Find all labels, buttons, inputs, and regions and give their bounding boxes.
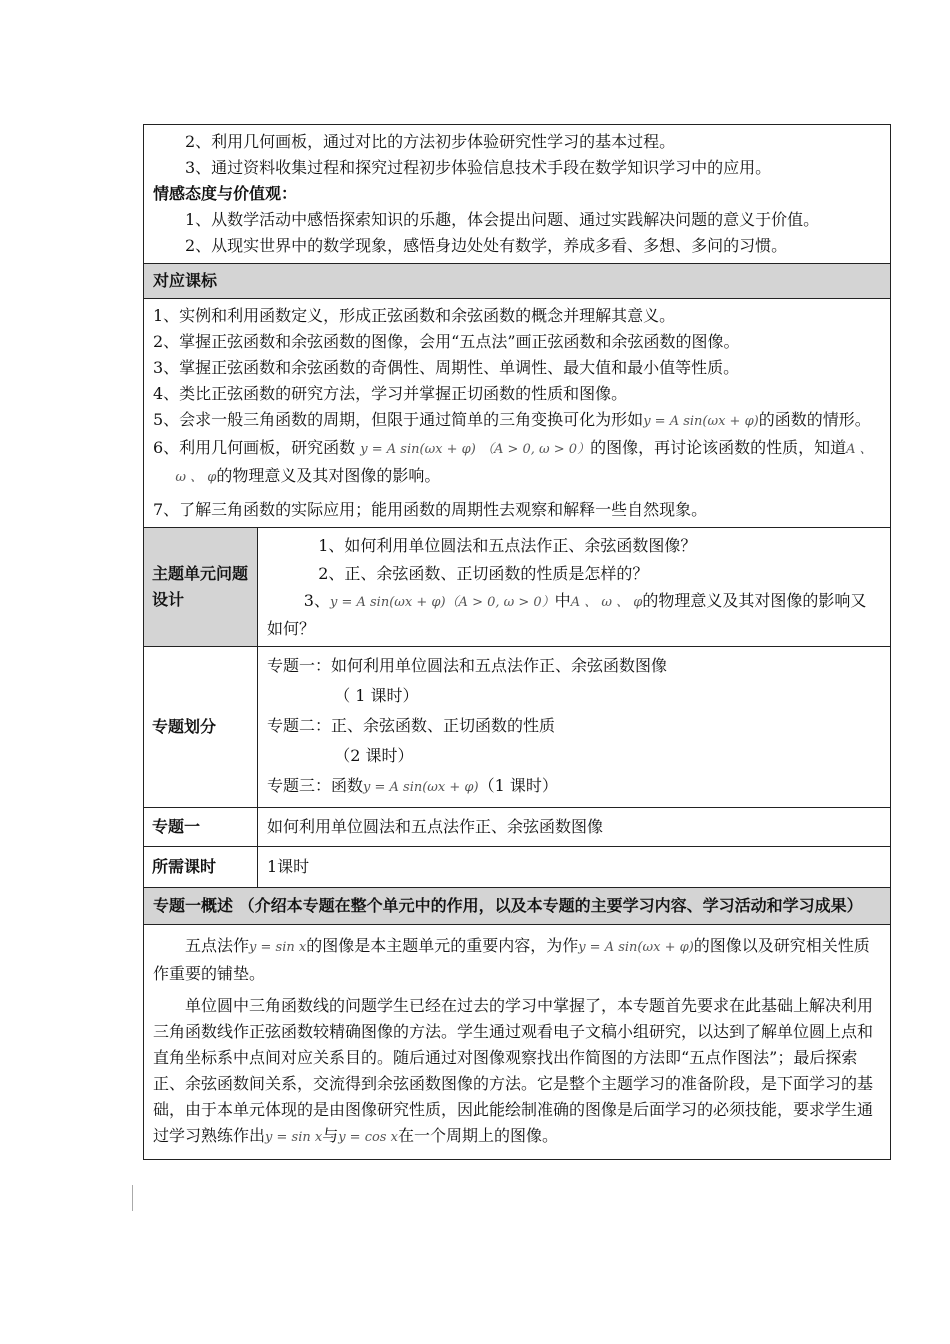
topic-one-row [144,808,890,847]
margin-mark [132,1185,133,1211]
text: 5、会求一般三角函数的周期，但限于通过简单的三角变换可化为形如 [153,410,644,429]
standard-item: 4、类比正弦函数的研究方法，学习并掌握正切函数的性质和图像。 [153,384,628,403]
formula: y = A sin(ωx + φ) [578,940,694,955]
formula: y = sin x [249,940,307,955]
topics-label: 专题划分 [144,647,258,807]
unit-questions-row [144,528,890,647]
hours-row [144,847,890,888]
text: 的物理意义及其对图像的影响又如何？ [267,591,867,638]
formula-vars: A 、 ω 、 φ [175,442,873,485]
objective-line: 2、从现实世界中的数学现象，感悟身边处处有数学，养成多看、多想、多问的习惯。 [185,236,788,255]
overview-paragraph [153,993,881,1151]
topic-hours: （1 课时） [478,776,558,795]
question-item: 2、正、余弦函数、正切函数的性质是怎样的？ [318,564,649,583]
formula: y = A sin(ωx + φ) [360,442,476,457]
formula: y = A sin(ωx + φ) [643,414,759,429]
text: 的图像是本主题单元的重要内容，为作 [306,936,579,955]
formula-condition: （A > 0, ω > 0） [445,595,555,610]
overview-body [144,925,890,1159]
text: 五点法作 [185,936,250,955]
text: 在一个周期上的图像。 [397,1126,558,1145]
standard-item [153,407,881,435]
overview-paragraph [153,933,881,987]
formula: y = A sin(ωx + φ) [363,780,479,795]
objective-line: 1、从数学活动中感悟探索知识的乐趣，体会提出问题、通过实践解决问题的意义于价值。 [185,210,820,229]
topic-item [267,771,881,803]
formula-vars: A 、 ω 、 φ [570,595,643,610]
topic-item: 专题二：正、余弦函数、正切函数的性质 [267,716,556,735]
topics-row [144,647,890,808]
text: 的图像以及研究相关性质作重要的铺垫。 [153,936,870,983]
standard-item [153,435,881,491]
text: 6、利用几何画板，研究函数 [153,438,356,457]
text: 的图像，再讨论该函数的性质，知道 [590,438,847,457]
text: 的函数的情形。 [758,410,871,429]
formula-condition: （A > 0, ω > 0） [480,442,591,457]
topic-hours: （ 1 课时） [334,686,419,705]
unit-questions-label: 主题单元问题设计 [144,528,258,646]
standards-header: 对应课标 [144,264,890,299]
document-table [143,124,891,1160]
standard-item: 7、了解三角函数的实际应用；能用函数的周期性去观察和解释一些自然现象。 [153,500,708,519]
text: 中 [554,591,571,610]
topic-one-label: 专题一 [144,808,258,846]
overview-header [144,888,890,925]
hours-value: 1课时 [267,857,310,876]
overview-desc: （介绍本专题在整个单元中的作用，以及本专题的主要学习内容、学习活动和学习成果） [238,896,863,915]
standard-item: 3、掌握正弦函数和余弦函数的奇偶性、周期性、单调性、最大值和最小值等性质。 [153,358,740,377]
hours-label: 所需课时 [144,847,258,887]
formula: y = sin x [265,1130,323,1145]
topic-one-value: 如何利用单位圆法和五点法作正、余弦函数图像 [267,817,604,836]
text: 与 [322,1126,339,1145]
topic-item: 专题一：如何利用单位圆法和五点法作正、余弦函数图像 [267,656,668,675]
objective-line: 2、利用几何画板，通过对比的方法初步体验研究性学习的基本过程。 [185,132,676,151]
text: 3、 [303,591,330,610]
text: 的物理意义及其对图像的影响。 [216,466,441,485]
text: 单位圆中三角函数线的问题学生已经在过去的学习中掌握了，本专题首先要求在此基础上解决利用三角函数线作正弦函数较精确图像的方法。学生通过观看电子文稿小组研究，以达到了解单位圆上点和直角坐标系中点间对应关系目的。随后通过对图像观察找出作简图的方法即“五点作图法”；最后探索正、余弦函数间关系，交流得到余弦函数图像的方法。它是整个主题学习的准备阶段，是下面学习的基础，由于本单元体现的是由图像研究性质，因此能绘制准确的图像是后面学习的必须技能，要求学生通过学习熟练作出 [153,996,874,1145]
objective-line: 3、通过资料收集过程和探究过程初步体验信息技术手段在数学知识学习中的应用。 [185,158,772,177]
topics-content [258,647,890,807]
formula: y = A sin(ωx + φ) [329,595,446,610]
section-heading: 情感态度与价值观： [153,184,298,203]
topic-hours: （2 课时） [334,746,414,765]
question-item: 1、如何利用单位圆法和五点法作正、余弦函数图像？ [318,536,697,555]
unit-questions-content [258,528,890,646]
formula: y = cos x [338,1130,398,1145]
overview-title: 专题一概述 [153,896,234,915]
text: 专题三：函数 [267,776,364,795]
question-item [267,588,881,642]
standards-section [144,299,890,528]
standard-item: 1、实例和利用函数定义，形成正弦函数和余弦函数的概念并理解其意义。 [153,306,676,325]
objectives-section [144,125,890,264]
standard-item: 2、掌握正弦函数和余弦函数的图像，会用“五点法”画正弦函数和余弦函数的图像。 [153,332,740,351]
